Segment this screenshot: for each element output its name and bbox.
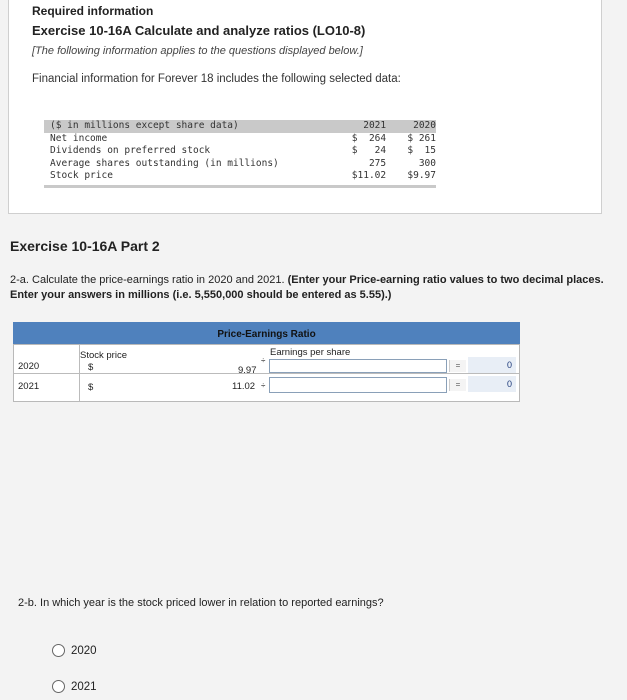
radio-circle-icon[interactable] [52,680,65,693]
fin-header-label: ($ in millions except share data) [50,120,239,131]
fin-row-2020-value: $ 261 [407,132,436,144]
eps-input-2020[interactable] [269,359,447,373]
financial-data-table [44,120,436,188]
exercise-title: Exercise 10-16A Calculate and analyze ratios (LO10-8) [32,23,366,38]
fin-row-net-income [44,133,436,146]
radio-option-2020[interactable] [52,644,97,657]
fin-row-dividends [44,145,436,158]
eps-input-2021[interactable] [269,377,447,393]
pe-table-title: Price-Earnings Ratio [217,329,316,340]
row-year-2020: 2020 [18,361,40,372]
row-year-2021: 2021 [18,381,40,392]
fin-row-2021-value: $ 264 [351,132,387,144]
question-2a [10,273,615,303]
stock-price-header: Stock price [80,350,127,361]
part-title: Exercise 10-16A Part 2 [10,238,160,254]
question-2a-text: 2-a. Calculate the price-earnings ratio in 2020 and 2021. [10,274,285,286]
row-divider [14,373,519,374]
price-earnings-table [13,322,520,400]
question-2b: 2-b. In which year is the stock priced lower in relation to reported earnings? [18,597,384,609]
pe-table-body [13,344,520,402]
fin-row-label: Average shares outstanding (in millions) [50,157,279,169]
fin-row-label: Stock price [50,170,113,181]
fin-row-2021-value: $ 24 [351,145,387,156]
required-info-heading: Required information [32,4,154,18]
radio-label: 2020 [71,644,97,657]
dollar-sign: $ [88,362,94,373]
question-2a-instructions: (Enter your Price-earning ratio values to two decimal places. Enter your answers in millions (i.e. 5,550,000 should be entered as 5.55).) [10,274,604,301]
fin-header-2020: 2020 [413,120,436,131]
fin-row-label: Net income [50,132,108,144]
fin-row-2020-value: $9.97 [407,170,436,181]
fin-header-2021: 2021 [363,120,387,131]
equals-sign: = [449,360,466,372]
fin-row-stock-price [44,170,436,183]
radio-label: 2021 [71,680,97,693]
fin-row-2020-value: $ 15 [407,145,436,156]
pe-result-2020: 0 [468,357,516,373]
fin-table-header [44,120,436,133]
intro-text: [The following information applies to the questions displayed below.] [32,45,363,57]
fin-row-2020-value: 300 [418,157,436,169]
radio-circle-icon[interactable] [52,644,65,657]
dollar-sign: $ [88,382,94,393]
financial-info-text: Financial information for Forever 18 includes the following selected data: [32,73,401,85]
equals-sign: = [449,379,466,391]
stock-price-2021: 11.02 [232,381,256,392]
stock-price-2020: 9.97 [238,365,257,376]
divide-sign: ÷ [261,356,266,365]
pe-table-header [13,322,520,344]
fin-row-label: Dividends on preferred stock [50,145,211,156]
radio-option-2021[interactable] [52,680,97,693]
fin-row-shares [44,158,436,171]
fin-row-2021-value: $11.02 [351,170,387,181]
fin-table-bottom-rule [44,185,436,188]
divide-sign: ÷ [261,381,266,390]
eps-header: Earnings per share [270,347,351,358]
pe-result-2021: 0 [468,376,516,392]
fin-row-2021-value: 275 [368,157,387,169]
